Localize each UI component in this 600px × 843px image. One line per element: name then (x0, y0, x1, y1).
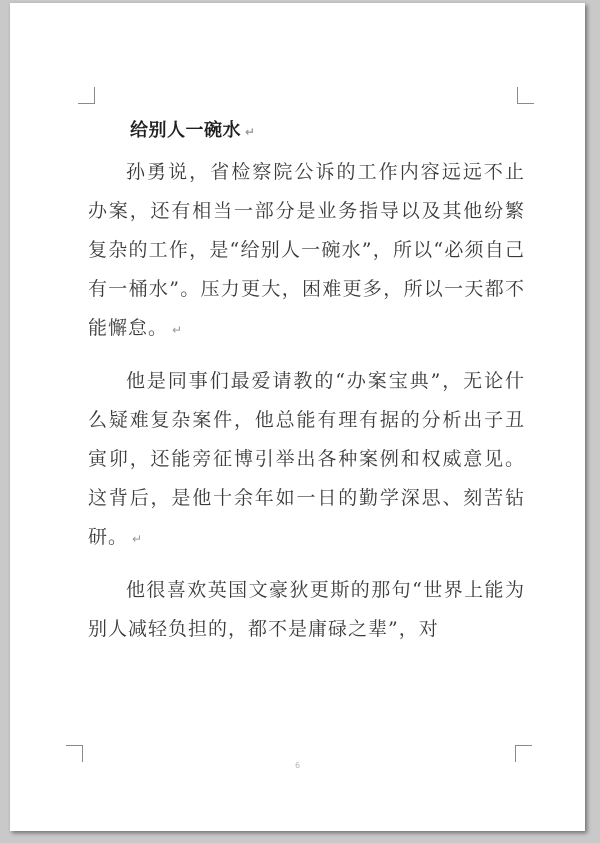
paragraph-mark: ↵ (245, 125, 256, 139)
margin-corner-top-right (517, 87, 534, 104)
paragraph-2 (88, 362, 525, 559)
margin-corner-bottom-left (66, 745, 83, 762)
margin-corner-top-left (78, 87, 95, 104)
page-number: 6 (294, 761, 301, 770)
paragraph-2-text: 他是同事们最爱请教的“办案宝典”，无论什么疑难复杂案件，他总能有理有据的分析出子丑寅卯，还能旁征博引举出各种案例和权威意见。这背后，是他十余年如一日的勤学深思、刻苦钻研。 (88, 370, 525, 548)
paragraph-3-text: 他很喜欢英国文豪狄更斯的那句“世界上能为别人减轻负担的，都不是庸碌之辈”，对 (88, 579, 525, 640)
paragraph-mark: ↵ (172, 323, 183, 337)
document-body[interactable] (88, 109, 525, 745)
margin-corner-bottom-right (515, 745, 532, 762)
paragraph-mark: ↵ (132, 532, 143, 546)
document-title (88, 109, 525, 153)
paragraph-1 (88, 153, 525, 350)
paragraph-1-text: 孙勇说，省检察院公诉的工作内容远远不止办案，还有相当一部分是业务指导以及其他纷繁复杂的工作，是“给别人一碗水”，所以“必须自己有一桶水”。压力更大，困难更多，所以一天都不能懈怠。 (88, 161, 525, 339)
document-title-text: 给别人一碗水 (130, 120, 241, 141)
paragraph-3 (88, 571, 525, 649)
document-page (10, 3, 585, 831)
